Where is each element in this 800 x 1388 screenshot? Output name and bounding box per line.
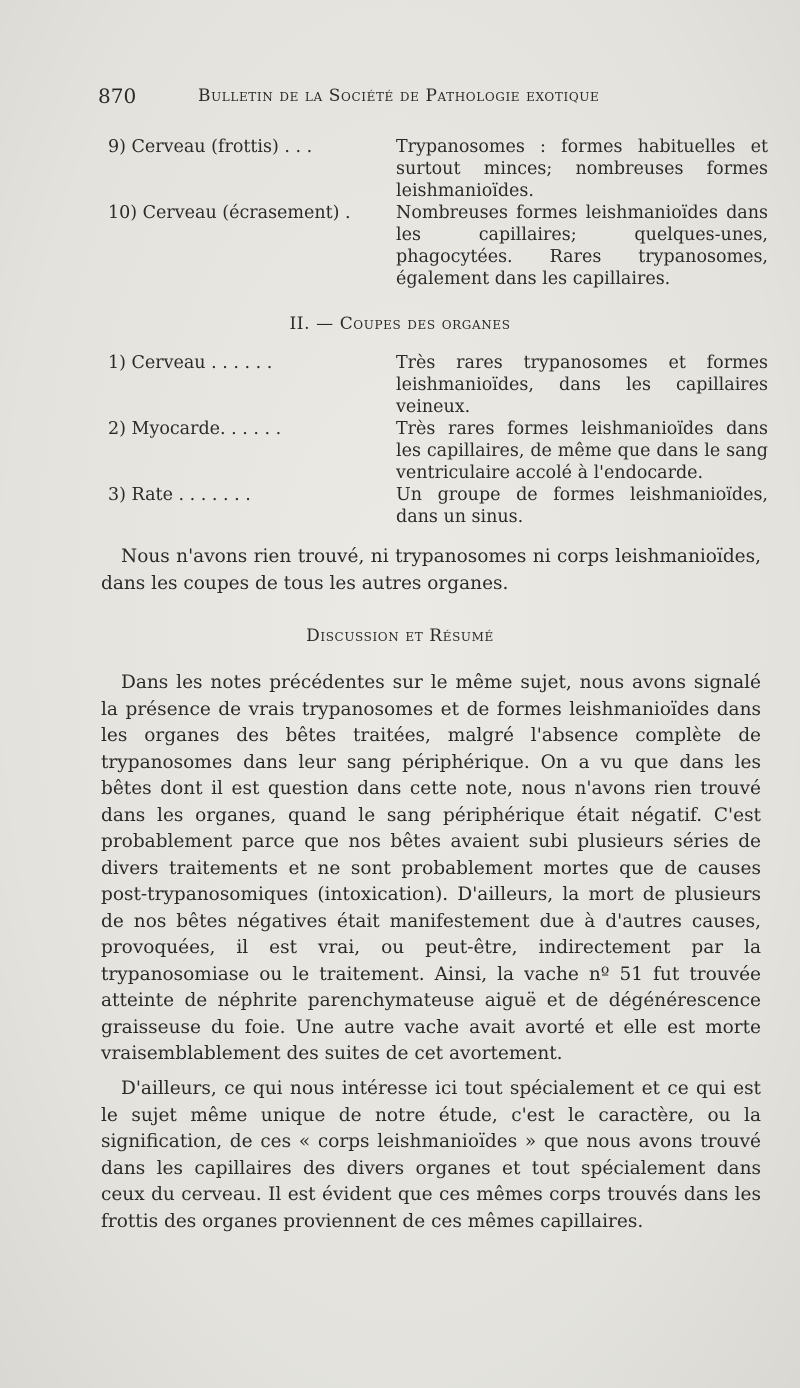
entry-label: 3) Rate . . . . . . .	[108, 485, 251, 505]
entry-description: Très rares formes leishmanioïdes dans les capillaires, de même que dans le sang ventriculaire accolé à l'endocarde.	[396, 419, 768, 483]
discussion-paragraph: Dans les notes précédentes sur le même sujet, nous avons signalé la présence de vrais trypanosomes et de formes leishmanioïdes dans les organes des bêtes traitées, malgré l'absence complète de trypanosomes dans leur sang périphérique. On a vu que dans les bêtes dont il est question dans cette note, nous n'avons rien trouvé dans les organes, quand le sang périphérique était négatif. C'est probablement parce que nos bêtes avaient subi plusieurs séries de divers traitements et ne sont probablement mortes que de causes post-trypanosomiques (intoxication). D'ailleurs, la mort de plusieurs de nos bêtes négatives était manifestement due à d'autres causes, provoquées, il est vrai, ou peut-être, indirectement par la trypanosomiase ou le traitement. Ainsi, la vache nº 51 fut trouvée atteinte de néphrite parenchymateuse aiguë et de dégénérescence graisseuse du foie. Une autre vache avait avorté et elle est morte vraisemblablement des suites de cet avortement.	[101, 672, 761, 1064]
entry-label: 10) Cerveau (écrasement) .	[108, 203, 351, 223]
section-heading-organ-cuts: II. — Coupes des organes	[289, 314, 511, 334]
organ-cuts-note: Nous n'avons rien trouvé, ni trypanosomes ni corps leishmanioïdes, dans les coupes de tous les autres organes.	[101, 546, 761, 594]
section-heading-discussion: Discussion et Résumé	[306, 626, 494, 646]
page-header	[98, 84, 760, 114]
running-title: Bulletin de la Société de Pathologie exotique	[198, 86, 600, 106]
entry-description: Trypanosomes : formes habituelles et surtout minces; nombreuses formes leishmanioïdes.	[396, 137, 768, 201]
page-number: 870	[98, 84, 137, 108]
entry-description: Un groupe de formes leishmanioïdes, dans un sinus.	[396, 485, 768, 527]
entry-description: Nombreuses formes leishmanioïdes dans les capillaires; quelques-unes, phagocytées. Rares trypanosomes, également dans les capillaires.	[396, 203, 768, 289]
entry-label: 2) Myocarde. . . . . .	[108, 419, 282, 439]
entry-label: 9) Cerveau (frottis) . . .	[108, 137, 313, 157]
entry-label: 1) Cerveau . . . . . .	[108, 353, 273, 373]
entry-description: Très rares trypanosomes et formes leishmanioïdes, dans les capillaires veineux.	[396, 353, 768, 417]
discussion-paragraph: D'ailleurs, ce qui nous intéresse ici tout spécialement et ce qui est le sujet même unique de notre étude, c'est le caractère, ou la signification, de ces « corps leishmanioïdes » que nous avons trouvé dans les capillaires des divers organes et tout spécialement dans ceux du cerveau. Il est évident que ces mêmes corps trouvés dans les frottis des organes proviennent de ces mêmes capillaires.	[101, 1078, 761, 1232]
